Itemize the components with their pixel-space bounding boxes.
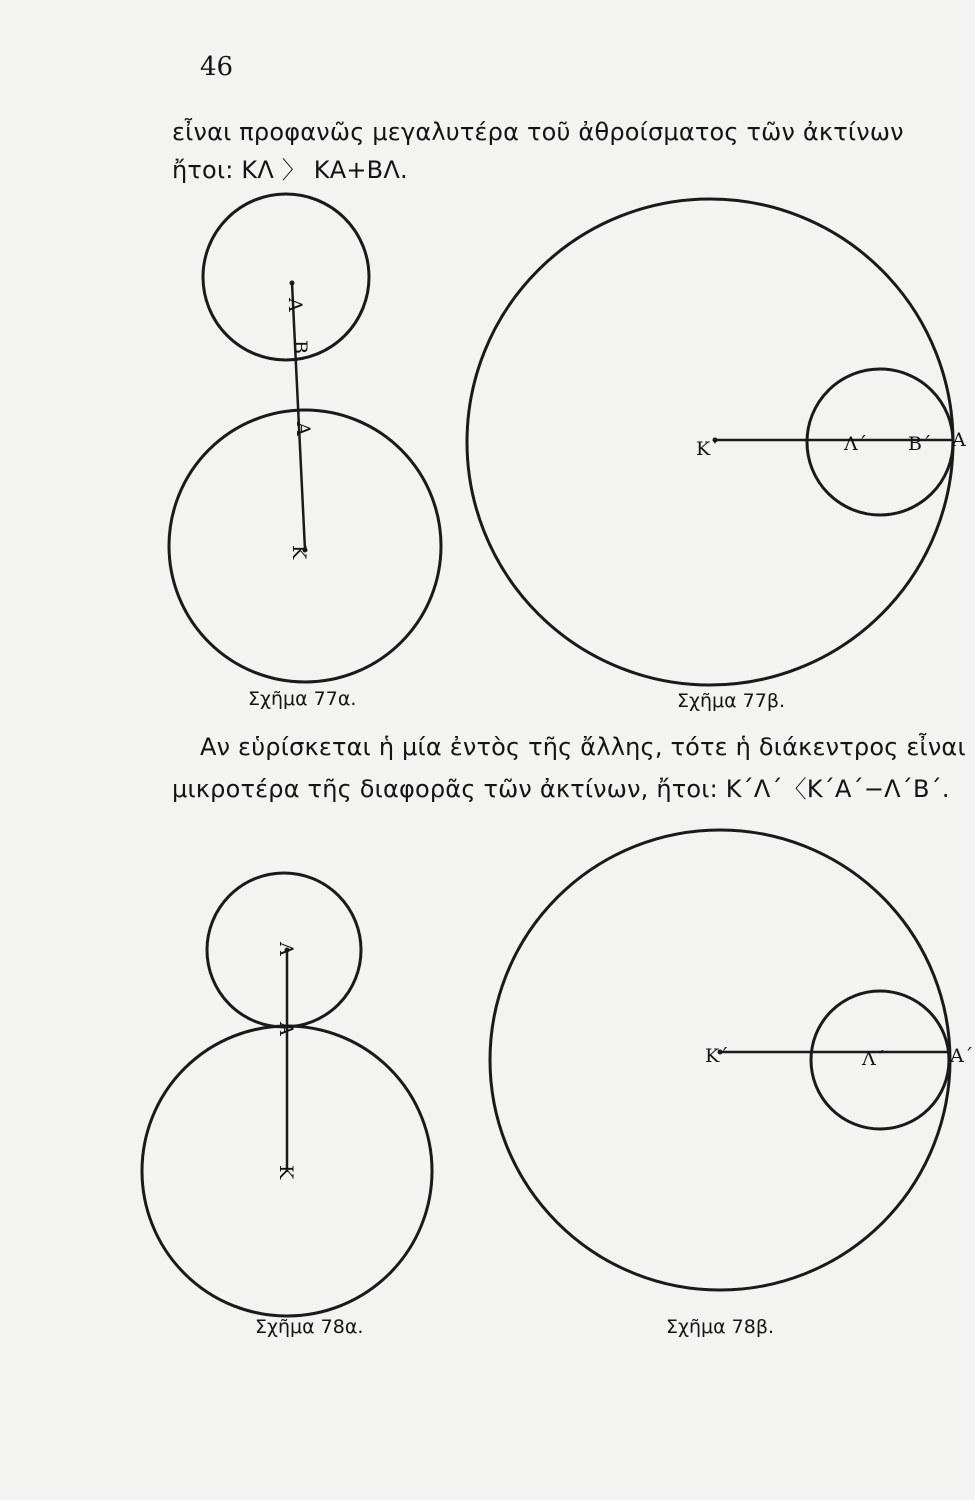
text-line-1: εἶναι προφανῶς μεγαλυτέρα τοῦ ἀθροίσματος τῶν ἀκτίνων: [172, 118, 904, 146]
fig78b-label-lambda: Λ΄: [862, 1048, 886, 1070]
text-line-4: μικροτέρα τῆς διαφορᾶς τῶν ἀκτίνων, ἤτοι: Κ΄Λ΄〈Κ΄Α΄−Λ΄Β΄.: [172, 775, 950, 803]
fig77a-label-kappa: Κ: [288, 545, 310, 560]
fig78a-label-kappa: Κ: [275, 1165, 297, 1180]
fig77a-label-beta: Β: [289, 340, 311, 354]
fig78b-label-kappa: Κ΄: [705, 1045, 729, 1067]
fig77b-label-alpha: Α: [952, 429, 966, 451]
fig78a-label-lambda: Λ: [275, 942, 297, 956]
fig77a-center-line: [292, 283, 305, 550]
caption-fig-77b: Σχῆμα 77β.: [677, 690, 786, 712]
fig77b-label-lambda: Λ΄: [844, 433, 868, 455]
fig77a-center-upper: [290, 281, 295, 286]
figure-78a-diagram: [142, 873, 432, 1316]
caption-fig-78b: Σχῆμα 78β.: [666, 1316, 775, 1338]
figure-77a-diagram: [169, 194, 441, 682]
fig77a-label-alpha: Α: [292, 422, 314, 436]
caption-fig-77a: Σχῆμα 77α.: [248, 688, 357, 710]
fig77b-label-beta: Β΄: [908, 433, 932, 455]
fig78a-label-alpha: Α: [275, 1022, 297, 1036]
fig77a-upper-circle: [203, 194, 369, 360]
page-number: 46: [200, 52, 234, 82]
fig77a-label-lambda: Λ: [284, 298, 306, 312]
text-line-3: Αν εὑρίσκεται ἡ μία ἐντὸς τῆς ἄλλης, τότε ἡ διάκεντρος εἶναι: [200, 733, 966, 761]
fig77b-label-kappa: Κ΄: [696, 438, 720, 460]
fig78b-label-alpha: Α΄: [950, 1045, 974, 1067]
text-line-2: ἤτοι: ΚΛ 〉 ΚΑ+ΒΛ.: [172, 156, 408, 184]
caption-fig-78a: Σχῆμα 78α.: [255, 1316, 364, 1338]
